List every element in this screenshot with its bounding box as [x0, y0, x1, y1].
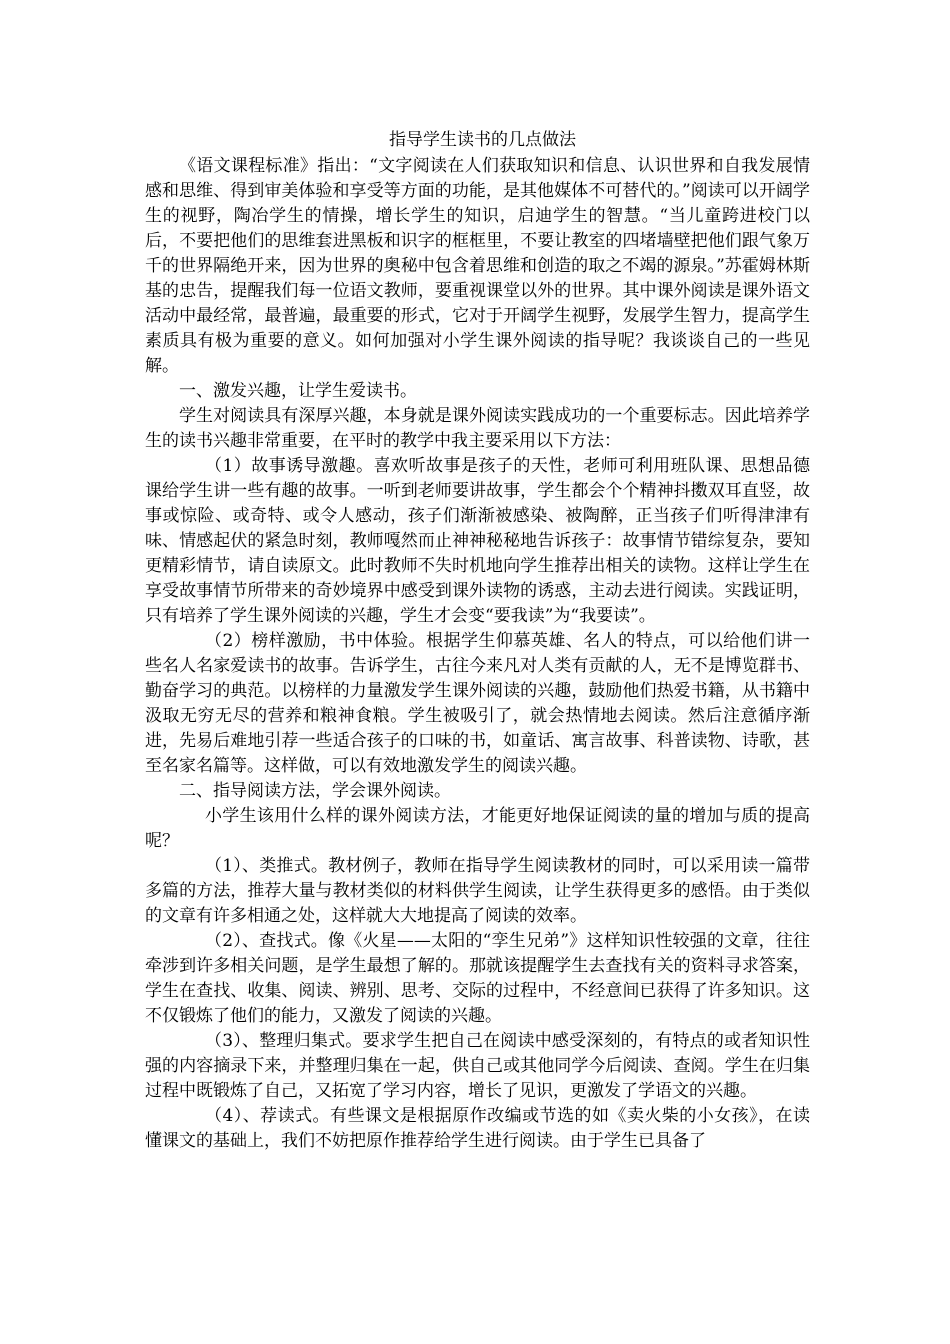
document-title: 指导学生读书的几点做法 — [389, 130, 576, 150]
document-page — [145, 128, 810, 1154]
paragraph-method-story: （1）故事诱导激趣。喜欢听故事是孩子的天性，老师可利用班队课、思想品德课给学生讲一些有趣的故事。一听到老师要讲故事，学生都会个个精神抖擞双耳直竖，故事或惊险、或奇特、或令人感动，孩子们渐渐被感染、被陶醉，正当孩子们听得津津有味、情感起伏的紧急时刻，教师嘎然而止神神秘秘地告诉孩子：故事情节错综复杂，要知更精彩情节，请自读原文。此时教师不失时机地向学生推荐出相关的读物。这样让学生在享受故事情节所带来的奇妙境界中感受到课外读物的诱惑，主动去进行阅读。实践证明，只有培养了学生课外阅读的兴趣，学生才会变“要我读”为“我要读”。 — [145, 456, 810, 626]
section-heading-2: 二、指导阅读方法，学会课外阅读。 — [179, 781, 451, 801]
paragraph-section-1-intro: 学生对阅读具有深厚兴趣，本身就是课外阅读实践成功的一个重要标志。因此培养学生的读书兴趣非常重要，在平时的教学中我主要采用以下方法： — [145, 406, 810, 451]
paragraph-search-method: （2）、查找式。像《火星——太阳的“孪生兄弟”》这样知识性较强的文章，往往牵涉到许多相关问题，是学生最想了解的。那就该提醒学生去查找有关的资料寻求答案，学生在查找、收集、阅读、辨别、思考、交际的过程中，不经意间已获得了许多知识。这不仅锻炼了他们的能力，又激发了阅读的兴趣。 — [145, 931, 810, 1026]
paragraph-recommend-method: （4）、荐读式。有些课文是根据原作改编或节选的如《卖火柴的小女孩》，在读懂课文的基础上，我们不妨把原作推荐给学生进行阅读。由于学生已具备了 — [145, 1106, 810, 1151]
paragraph-collect-method: （3）、整理归集式。要求学生把自己在阅读中感受深刻的，有特点的或者知识性强的内容摘录下来，并整理归集在一起，供自己或其他同学今后阅读、查阅。学生在归集过程中既锻炼了自己，又拓宽了学习内容，增长了见识，更激发了学语文的兴趣。 — [145, 1031, 810, 1101]
paragraph-intro: 《语文课程标准》指出：“文字阅读在人们获取知识和信息、认识世界和自我发展情感和思维、得到审美体验和享受等方面的功能，是其他媒体不可替代的。”阅读可以开阔学生的视野，陶冶学生的情操，增长学生的知识，启迪学生的智慧。“当儿童跨进校门以后，不要把他们的思维套进黑板和识字的框框里，不要让教室的四堵墙壁把他们跟气象万千的世界隔绝开来，因为世界的奥秘中包含着思维和创造的取之不竭的源泉。”苏霍姆林斯基的忠告，提醒我们每一位语文教师，要重视课堂以外的世界。其中课外阅读是课外语文活动中最经常，最普遍，最重要的形式，它对于开阔学生视野，发展学生智力，提高学生素质具有极为重要的意义。如何加强对小学生课外阅读的指导呢？我谈谈自己的一些见解。 — [145, 156, 810, 376]
paragraph-section-2-intro: 小学生该用什么样的课外阅读方法，才能更好地保证阅读的量的增加与质的提高呢？ — [145, 806, 810, 851]
paragraph-analogy-method: （1）、类推式。教材例子，教师在指导学生阅读教材的同时，可以采用读一篇带多篇的方法，推荐大量与教材类似的材料供学生阅读，让学生获得更多的感悟。由于类似的文章有许多相通之处，这样就大大地提高了阅读的效率。 — [145, 856, 810, 926]
section-heading-1: 一、激发兴趣，让学生爱读书。 — [179, 381, 417, 401]
paragraph-method-role-model: （2）榜样激励，书中体验。根据学生仰慕英雄、名人的特点，可以给他们讲一些名人名家爱读书的故事。告诉学生，古往今来凡对人类有贡献的人，无不是博览群书、勤奋学习的典范。以榜样的力量激发学生课外阅读的兴趣，鼓励他们热爱书籍，从书籍中汲取无穷无尽的营养和粮神食粮。学生被吸引了，就会热情地去阅读。然后注意循序渐进，先易后难地引荐一些适合孩子的口味的书，如童话、寓言故事、科普读物、诗歌，甚至名家名篇等。这样做，可以有效地激发学生的阅读兴趣。 — [145, 631, 810, 776]
